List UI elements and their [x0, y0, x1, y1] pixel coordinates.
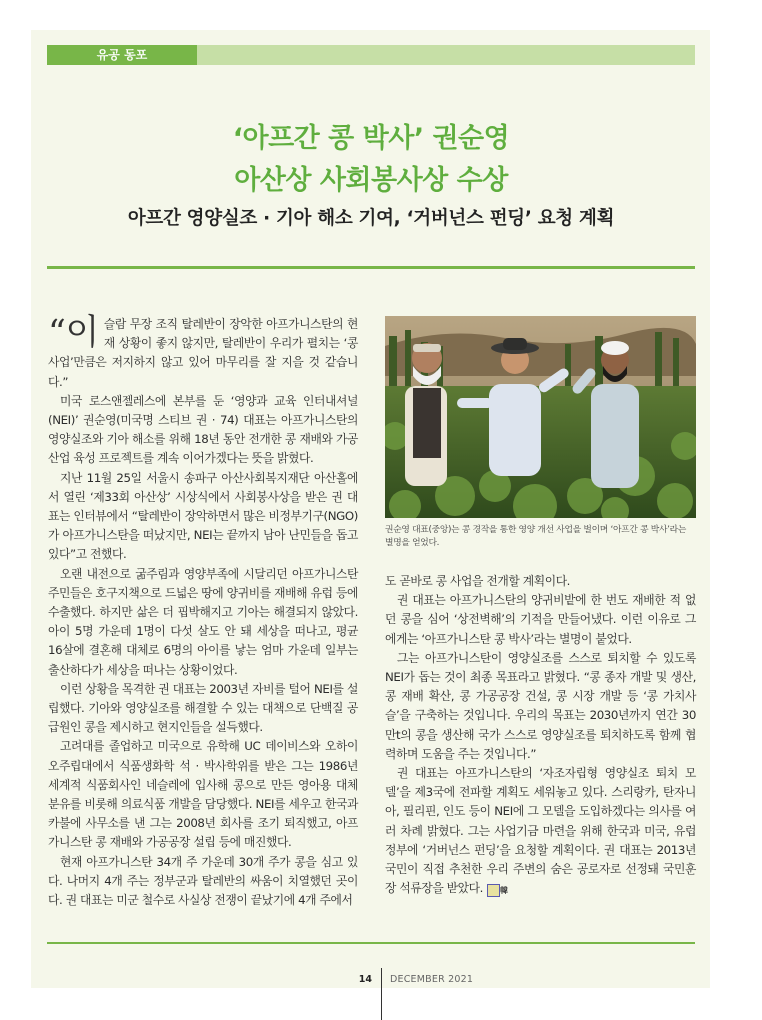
- left-column: [48, 315, 358, 910]
- section-bar: [197, 45, 695, 65]
- article-subtitle: 아프간 영양실조 · 기아 해소 기여, ‘거버넌스 펀딩’ 요청 계획: [127, 208, 615, 229]
- right-column: [385, 572, 696, 898]
- paragraph: 그는 아프가니스탄이 영양실조를 스스로 퇴치할 수 있도록 NEI가 돕는 것이 최종 목표라고 밝혔다. “콩 종자 개발 및 생산, 콩 재배 확산, 콩 가공공장 건설, 콩 시장 개발 등 ‘콩 가치사슬’을 구축하는 것입니다. 우리의 목표는 2030년까지 연간 30만t의 콩을 생산해 국가 스스로 영양실조를 퇴치하도록 함께 협력하며 도움을 주는 것입니다.”: [385, 650, 696, 761]
- top-divider: [47, 266, 695, 269]
- paragraph: 현재 아프가니스탄 34개 주 가운데 30개 주가 콩을 심고 있다. 나머지 4개 주는 정부군과 탈레반의 싸움이 치열했던 곳이다. 권 대표는 미군 철수로 사실상 전쟁이 끝났기에 4개 주에서: [48, 854, 358, 908]
- paragraph: 오랜 내전으로 굶주림과 영양부족에 시달리던 아프가니스탄 주민들은 호구지책으로 드넓은 땅에 양귀비를 재배해 유럽 등에 수출했다. 하지만 삶은 더 핍박해지고 기아는 해결되지 않았다. 아이 5명 가운데 1명이 다섯 살도 안 돼 세상을 떠나고, 평균 16살에 결혼해 대체로 6명의 아이를 낳는 엄마 가운데 일부는 출산하다가 세상을 떠나는 상황이었다.: [48, 566, 358, 677]
- photo-caption: 권순영 대표(중앙)는 콩 경작을 통한 영양 개선 사업을 벌이며 ‘아프간 콩 박사’라는 별명을 얻었다.: [385, 525, 687, 548]
- paragraph: 이런 상황을 목격한 권 대표는 2003년 자비를 털어 NEI를 설립했다. 기아와 영양실조를 해결할 수 있는 대책으로 단백질 공급원인 콩을 제시하고 현지인들을 설득했다.: [48, 681, 358, 735]
- paragraph: 도 곧바로 콩 사업을 전개할 계획이다.: [385, 574, 571, 588]
- paragraph: 권 대표는 아프가니스탄의 양귀비밭에 한 번도 재배한 적 없던 콩을 심어 ‘상전벽해’의 기적을 만들어냈다. 이런 이유로 그에게는 ‘아프가니스탄 콩 박사’라는 별명이 붙었다.: [385, 593, 696, 646]
- article-photo: [385, 316, 696, 518]
- article-title-line1: ‘아프간 콩 박사’ 권순영: [232, 123, 510, 154]
- paragraph: 지난 11월 25일 서울시 송파구 아산사회복지재단 아산홀에서 열린 ‘제33회 아산상’ 시상식에서 사회봉사상을 받은 권 대표는 인터뷰에서 “탈레반이 장악하면서 많은 비정부기구(NGO)가 아프가니스탄을 떠났지만, NEI는 끝까지 남아 난민들을 돕고 있다”고 전했다.: [48, 470, 358, 562]
- dropcap: “이: [48, 313, 99, 353]
- lead-paragraph: “이 슬람 무장 조직 탈레반이 장악한 아프가니스탄의 현재 상황이 좋지 않지만, 탈레반이 우리가 펼치는 ‘콩 사업’만큼은 저지하지 않고 있어 마무리를 잘 지을 것 같습니다.”: [48, 313, 358, 389]
- paragraph: 미국 로스앤젤레스에 본부를 둔 ‘영양과 교육 인터내셔널(NEI)’ 권순영(미국명 스티브 권 · 74) 대표는 아프가니스탄의 영양실조와 기아 해소를 위해 18년 동안 전개한 콩 재배와 가공 산업 육성 프로젝트를 계속 이어가겠다는 뜻을 밝혔다.: [48, 393, 358, 466]
- footer-divider: [381, 968, 382, 1020]
- end-mark-icon: 韓: [487, 884, 500, 897]
- page-number: 14: [358, 974, 372, 985]
- paragraph: 고려대를 졸업하고 미국으로 유학해 UC 데이비스와 오하이오주립대에서 식품생화학 석 · 박사학위를 받은 그는 1986년 세계적 식품회사인 네슬레에 입사해 콩으로 만든 영아용 대체 분유를 비롯해 의료식품 개발을 담당했다. NEI를 세우고 한국과 카불에 사무소를 낸 그는 2008년 회사를 조기 퇴직했고, 아프가니스탄 콩 재배와 가공공장 설립 등에 매진했다.: [48, 739, 358, 850]
- issue-label: DECEMBER 2021: [390, 974, 474, 985]
- paragraph: 권 대표는 아프가니스탄의 ‘자조자립형 영양실조 퇴치 모델’을 제3국에 전파할 계획도 세워놓고 있다. 스리랑카, 탄자니아, 필리핀, 인도 등이 NEI에 그 모델을 도입하겠다는 의사를 여러 차례 밝혔다. 그는 사업기금 마련을 위해 한국과 미국, 유럽 정부에 ‘거버넌스 펀딩’을 요청할 계획이다. 권 대표는 2013년 국민이 직접 추천한 우리 주변의 숨은 공로자로 선정돼 국민훈장 석류장을 받았다. 韓: [385, 766, 696, 896]
- article-title-line2: 아산상 사회봉사상 수상: [234, 165, 508, 196]
- section-tag: 유공 동포: [47, 45, 197, 65]
- bottom-divider: [47, 942, 695, 944]
